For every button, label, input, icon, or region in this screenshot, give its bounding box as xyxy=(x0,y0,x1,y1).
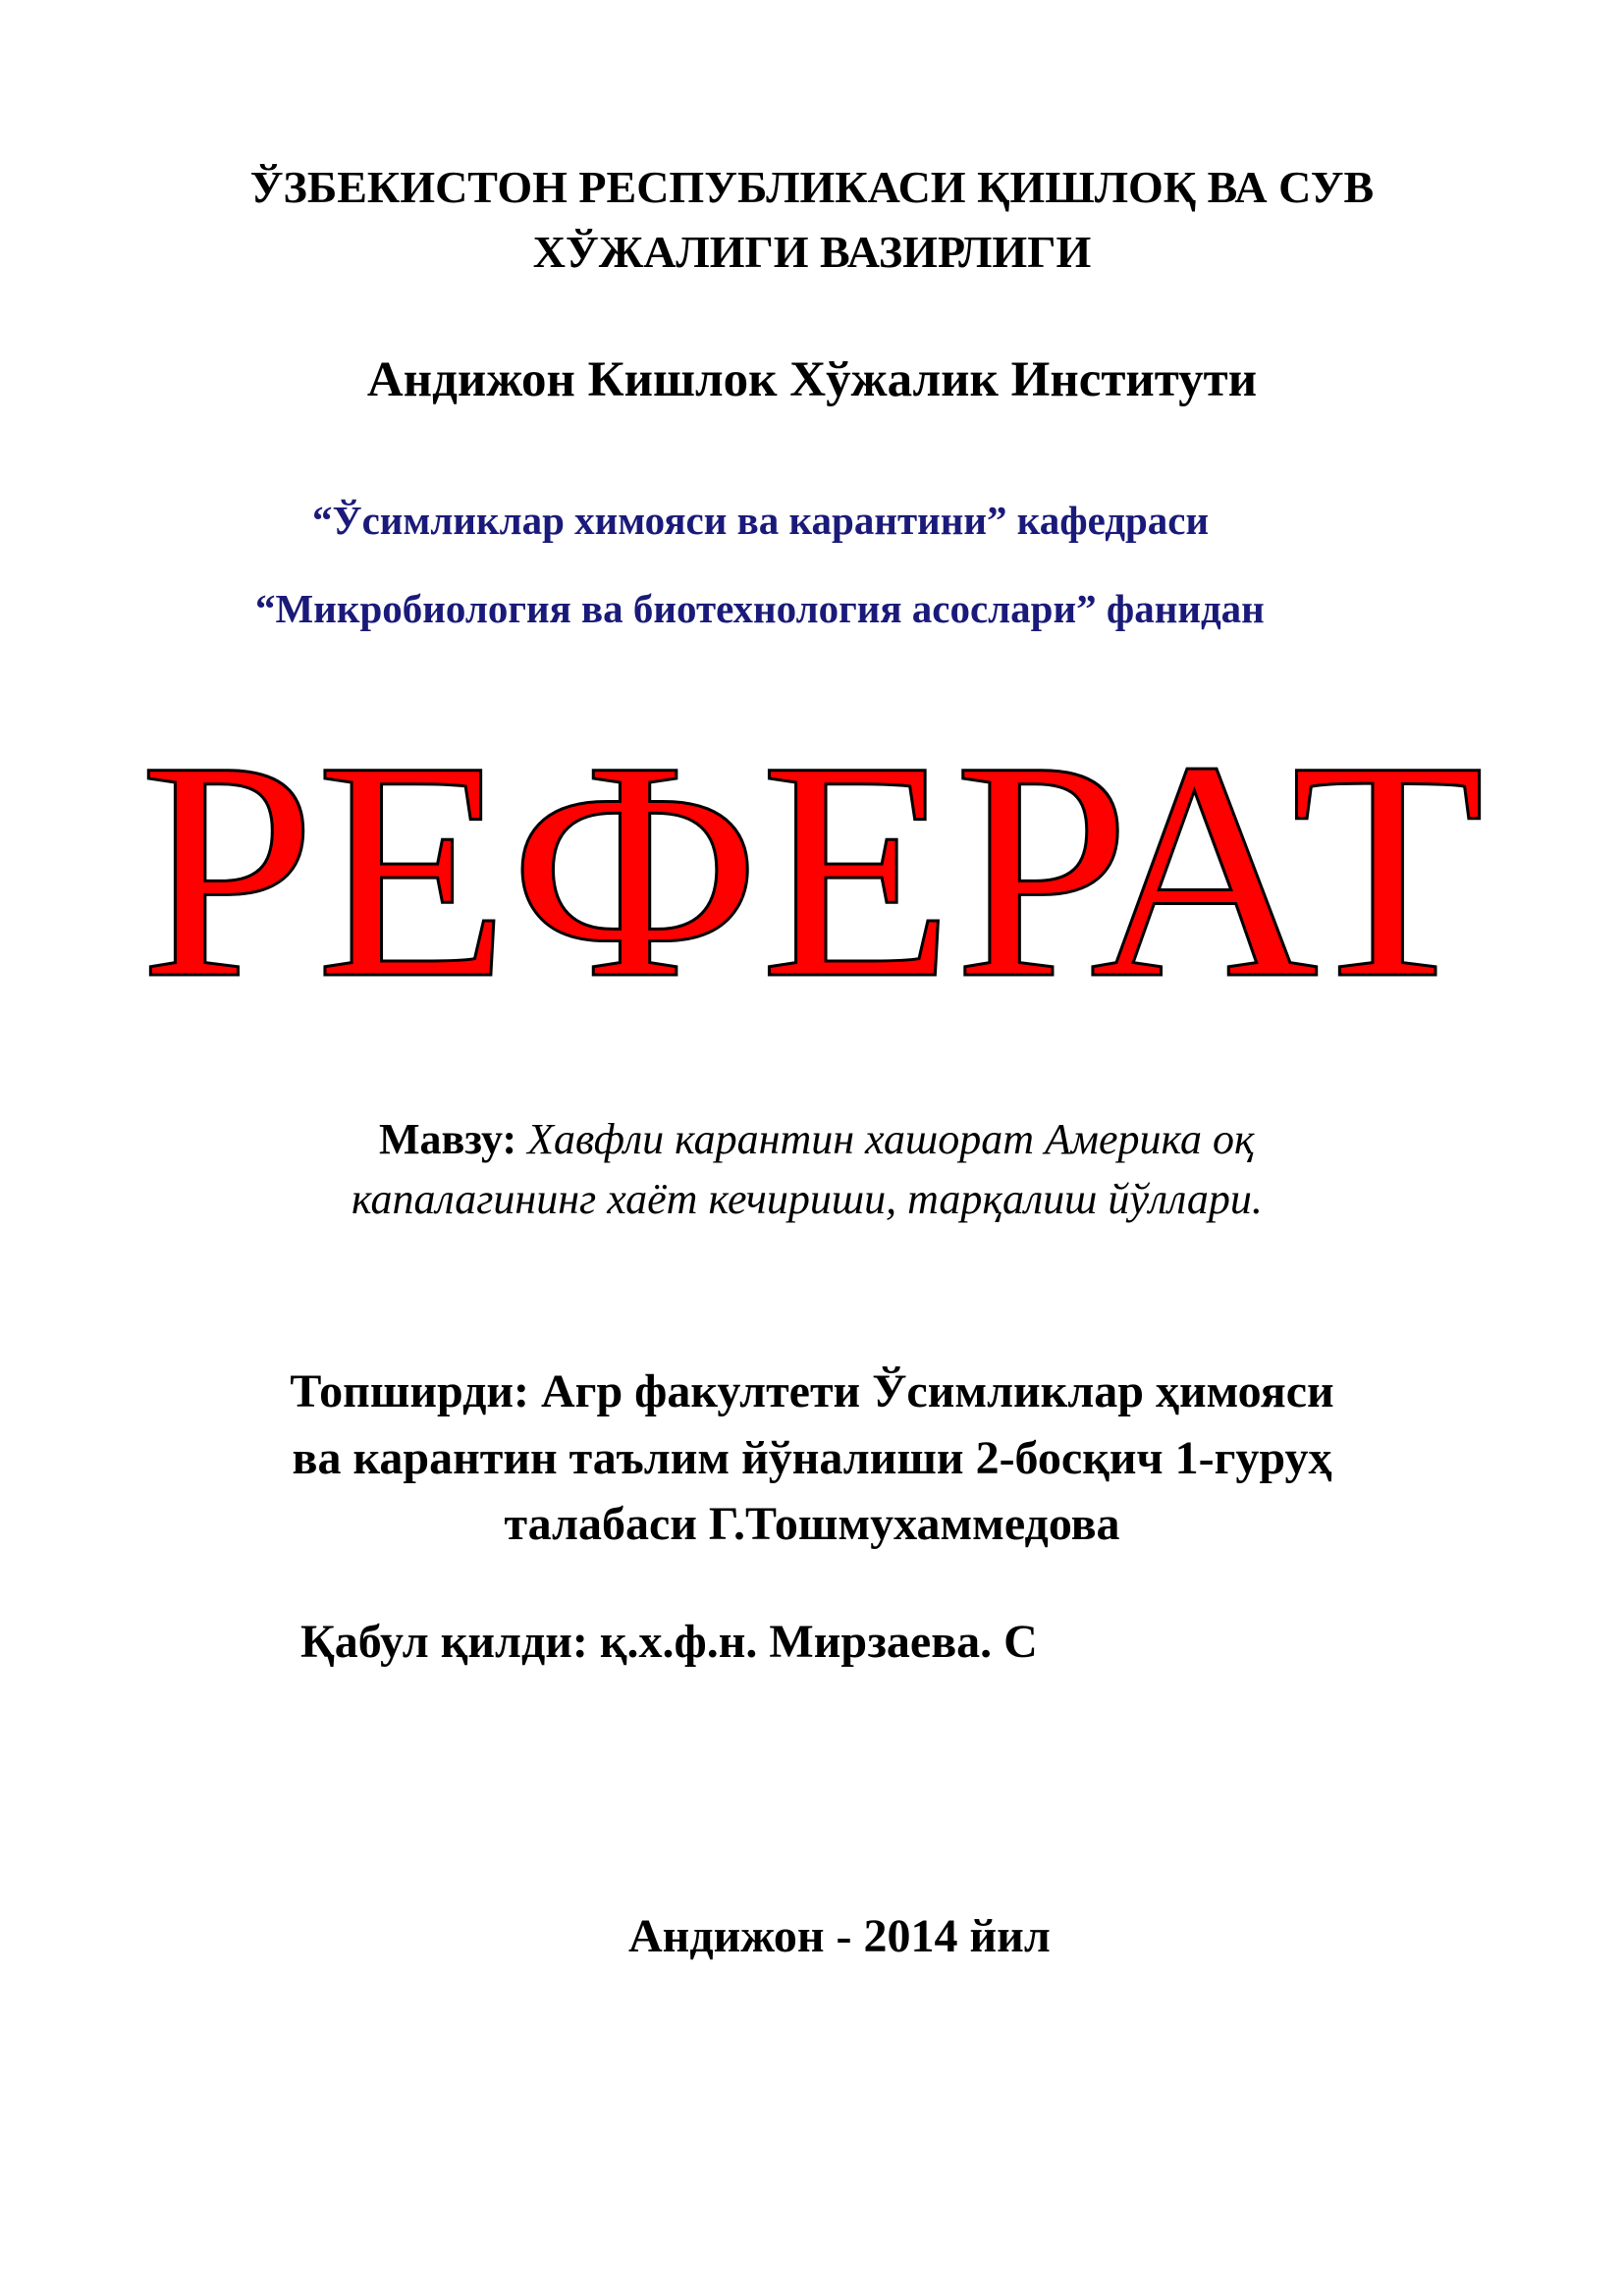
document-title xyxy=(0,721,1624,1006)
topic-text-2: капалагининг хаёт кечириши, тарқалиш йўллари. xyxy=(352,1175,1263,1223)
topic-line-1 xyxy=(379,1114,1255,1164)
document-title-text: РЕФЕРАТ xyxy=(139,721,1485,1006)
topic-text-1: Хавфли карантин хашорат Америка оқ xyxy=(527,1115,1255,1163)
department-name: “Ўсимликлар химояси ва карантини” кафедраси xyxy=(312,498,1210,543)
submitted-line-3: талабаси Г.Тошмухаммедова xyxy=(504,1498,1120,1550)
submitted-line-2: ва карантин таълим йўналиши 2-босқич 1-гуруҳ xyxy=(292,1432,1332,1484)
subject-name: “Микробиология ва биотехнология асослари” фанидан xyxy=(255,586,1265,631)
ministry-line-1: ЎЗБЕКИСТОН РЕСПУБЛИКАСИ ҚИШЛОҚ ВА СУВ xyxy=(249,162,1375,212)
submitted-line-1: Топширди: Агр факултети Ўсимликлар ҳимояси xyxy=(290,1365,1334,1417)
ministry-line-2: ХЎЖАЛИГИ ВАЗИРЛИГИ xyxy=(532,227,1092,277)
topic-line-2 xyxy=(352,1174,1263,1224)
topic-label: Мавзу: xyxy=(379,1115,517,1163)
accepted-by: Қабул қилди: қ.х.ф.н. Мирзаева. С xyxy=(300,1616,1038,1668)
institute-name: Андижон Кишлок Хўжалик Институти xyxy=(366,352,1258,407)
city-year: Андижон - 2014 йил xyxy=(628,1910,1051,1962)
